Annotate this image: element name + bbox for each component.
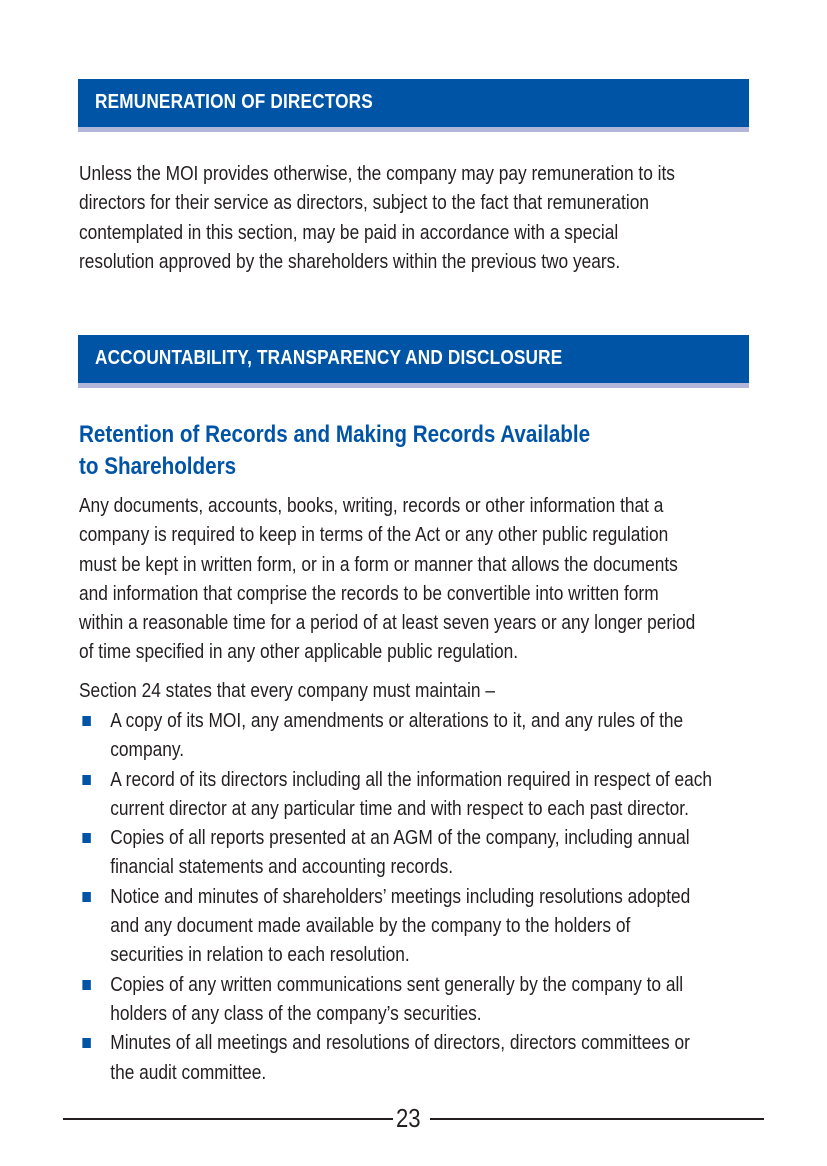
remuneration-paragraph — [79, 159, 738, 276]
list-item — [79, 1028, 755, 1087]
bullet-list — [79, 706, 755, 1087]
text-line: the audit committee. — [110, 1060, 267, 1084]
section-header-remuneration — [78, 79, 749, 127]
list-item — [79, 765, 755, 824]
square-bullet-icon — [82, 980, 90, 990]
band-underline — [78, 383, 749, 388]
text-line: securities in relation to each resolution. — [110, 943, 410, 967]
text-line: and any document made available by the company to the holders of — [110, 914, 631, 938]
subheading — [79, 419, 590, 483]
square-bullet-icon — [82, 833, 90, 843]
footer-rule-right — [430, 1118, 764, 1120]
text-line: financial statements and accounting records. — [110, 855, 454, 879]
text-line: Copies of all reports presented at an AGM of the company, including annual — [110, 826, 690, 850]
text-line: Notice and minutes of shareholders’ meetings including resolutions adopted — [110, 884, 691, 908]
text-line: A copy of its MOI, any amendments or alterations to it, and any rules of the — [110, 709, 684, 732]
page-number: 23 — [396, 1103, 421, 1133]
band-underline — [78, 127, 749, 132]
section-heading: REMUNERATION OF DIRECTORS — [95, 91, 373, 113]
list-item — [79, 882, 755, 970]
text-line: contemplated in this section, may be paid in accordance with a special — [79, 220, 619, 244]
text-line: Minutes of all meetings and resolutions of directors, directors committees or — [110, 1031, 690, 1055]
text-line: A record of its directors including all the information required in respect of each — [110, 767, 713, 791]
subheading-line: to Shareholders — [79, 453, 237, 480]
square-bullet-icon — [82, 775, 90, 785]
section-heading: ACCOUNTABILITY, TRANSPARENCY AND DISCLOSURE — [95, 347, 563, 369]
square-bullet-icon — [82, 1038, 90, 1048]
text-line: of time specified in any other applicable public regulation. — [79, 640, 519, 664]
text-line: must be kept in written form, or in a form or manner that allows the documents — [79, 552, 678, 576]
text-line: Unless the MOI provides otherwise, the company may pay remuneration to its — [79, 162, 675, 185]
square-bullet-icon — [82, 892, 90, 902]
text-line: directors for their service as directors, subject to the fact that remuneration — [79, 191, 649, 215]
text-line: and information that comprise the records to be convertible into written form — [79, 581, 659, 605]
list-item — [79, 706, 755, 765]
text-line: resolution approved by the shareholders within the previous two years. — [79, 249, 621, 273]
text-line: Copies of any written communications sent generally by the company to all — [110, 972, 684, 996]
list-item — [79, 823, 755, 882]
text-line: holders of any class of the company’s securities. — [110, 1001, 482, 1025]
retention-paragraph — [79, 491, 738, 667]
list-item — [79, 970, 755, 1029]
text-line: current director at any particular time and with respect to each past director. — [110, 796, 689, 820]
text-line: within a reasonable time for a period of at least seven years or any longer period — [79, 611, 696, 635]
section24-intro: Section 24 states that every company must maintain – — [79, 679, 495, 702]
subheading-line: Retention of Records and Making Records Available — [79, 421, 591, 448]
section-header-accountability — [78, 335, 749, 383]
text-line: company is required to keep in terms of the Act or any other public regulation — [79, 523, 669, 547]
text-line: company. — [110, 738, 185, 762]
text-line: Any documents, accounts, books, writing, records or other information that a — [79, 494, 664, 517]
footer-rule-left — [63, 1118, 393, 1120]
square-bullet-icon — [82, 716, 90, 726]
